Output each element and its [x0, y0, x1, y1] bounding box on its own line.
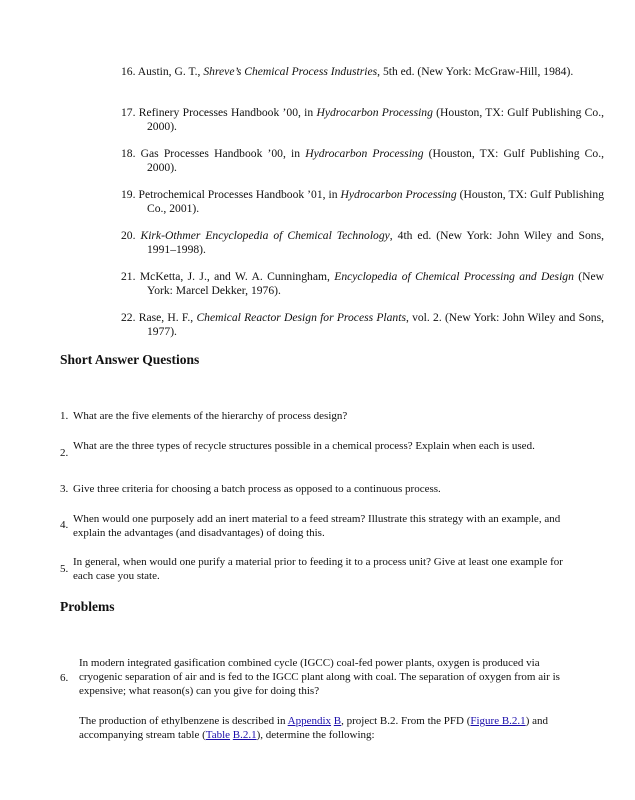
problem-7-text: The production of ethylbenzene is described in Appendix B, project B.2. From the PFD (Figure B.2.1) and accompanying stream table (Table B.2.1), determine the following: — [79, 715, 548, 741]
figure-b21-link[interactable]: Figure B.2.1 — [470, 715, 526, 727]
reference-21: 21. McKetta, J. J., and W. A. Cunningham, Encyclopedia of Chemical Processing and Design (New York: Marcel Dekker, 1976). — [121, 270, 604, 297]
appendix-link[interactable]: Appendix — [287, 715, 332, 727]
reference-22: 22. Rase, H. F., Chemical Reactor Design for Process Plants, vol. 2. (New York: John Wiley and Sons, 1977). — [121, 311, 605, 338]
table-b21-link[interactable]: B.2.1 — [232, 729, 257, 741]
table-link[interactable]: Table — [205, 729, 231, 741]
appendix-b-link[interactable]: B — [333, 715, 342, 727]
document-page: 16. Austin, G. T., Shreve’s Chemical Process Industries, 5th ed. (New York: McGraw-Hill, 1984). 17. Refinery Processes Handbook ’00, in Hydrocarbon Processing (Houston, TX: Gulf Publishing Co., 2000). 18. Gas Processes Handbook ’00, in Hydrocarbon Processing (Houston, TX: Gulf Publishing Co., 2000). 19. Petrochemical Processes Handbook ’01, in Hydrocarbon Processing (Houston, TX: Gulf Publishing Co., 2001). 20. Kirk-Othmer Encyclopedia of Chemical Technology, 4th ed. (New York: John Wiley and Sons, 1991–1998). 21. McKetta, J. J., and W. A. Cunningham, Encyclopedia of Chemical Processing and Design (New York: Marcel Dekker, 1976). 22. Rase, H. F., Chemical Reactor Design for Process Plants, vol. 2. (New York: John Wiley and Sons, 1977). Short Answer Questions 1. What are the five elements of the hierarchy of process design? 2. What are the three types of recycle structures possible in a chemical process? Explain when each is used. 3. Give three criteria for choosing a batch process as opposed to a continuous process. 4. When would one purposely add an inert material to a feed stream? Illustrate this strategy with an example, and explain the advantages (and disadvantages) of doing this. 5. In general, when would one purify a material prior to feeding it to a process unit? Give at least one example for each case you state. Problems 6. In modern integrated gasification combined cycle (IGCC) coal-fed power plants, oxygen is produced via cryogenic separation of air and is fed to the IGCC plant along with coal. The separation of oxygen from air is expensive; what reason(s) can you give for doing this? The production of ethylbenzene is described in Appendix B, project B.2. From the PFD (Figure B.2.1) and accompanying stream table (Table B.2.1), determine the following: — [60, 65, 605, 741]
problems-heading: Problems — [60, 599, 115, 614]
reference-20: 20. Kirk-Othmer Encyclopedia of Chemical Technology, 4th ed. (New York: John Wiley and Sons, 1991–1998). — [121, 229, 604, 256]
reference-18: 18. Gas Processes Handbook ’00, in Hydrocarbon Processing (Houston, TX: Gulf Publishing Co., 2000). — [121, 147, 604, 174]
reference-19: 19. Petrochemical Processes Handbook ’01, in Hydrocarbon Processing (Houston, TX: Gulf Publishing Co., 2001). — [121, 188, 604, 215]
reference-17: 17. Refinery Processes Handbook ’00, in Hydrocarbon Processing (Houston, TX: Gulf Publishing Co., 2000). — [121, 106, 604, 133]
short-answer-heading: Short Answer Questions — [60, 352, 200, 367]
reference-16: 16. Austin, G. T., Shreve’s Chemical Process Industries, 5th ed. (New York: McGraw-Hill, 1984). — [121, 65, 574, 78]
